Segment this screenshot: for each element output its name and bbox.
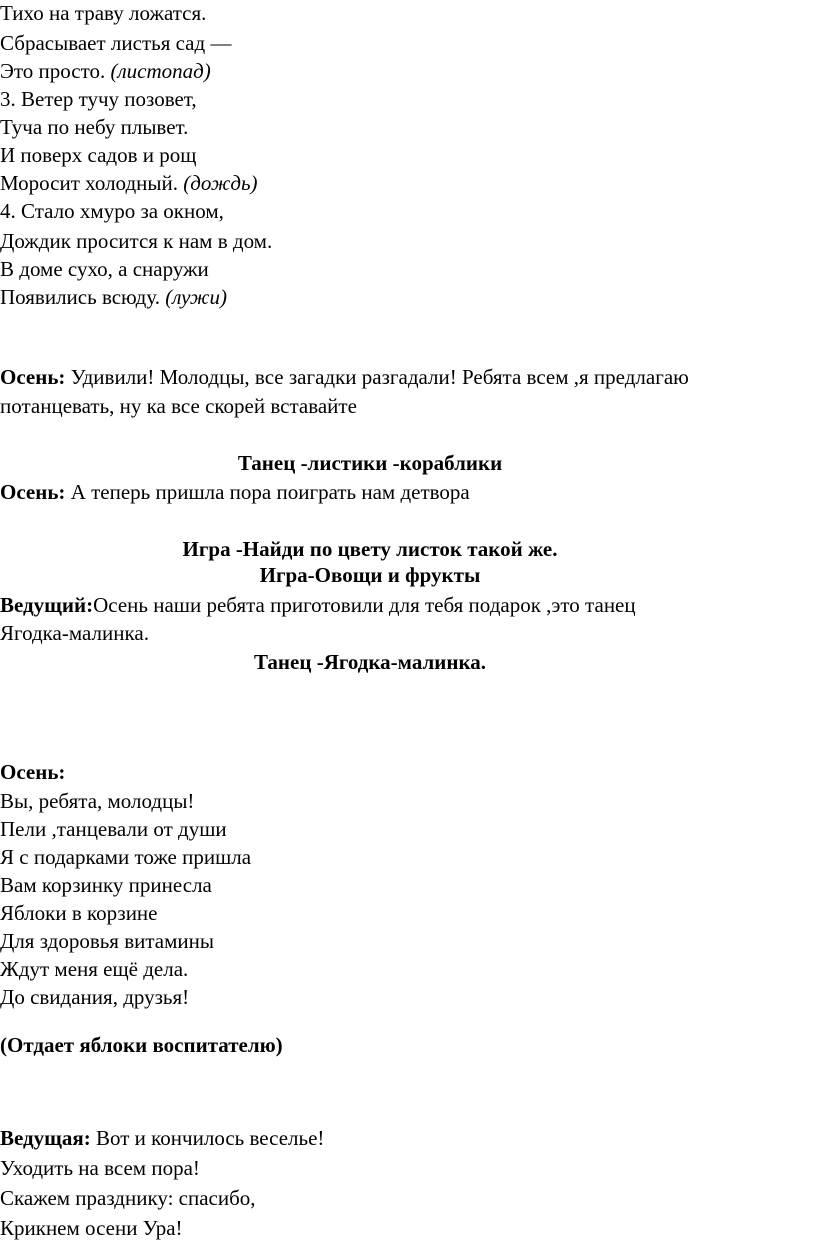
speech-text: Удивили! Молодцы, все загадки разгадали! Ребята всем ,я предлагаю	[65, 365, 689, 389]
riddle-line: Сбрасывает листья сад —	[0, 31, 232, 55]
speech-line: потанцевать, ну ка все скорей вставайте	[0, 394, 357, 418]
speech-line	[0, 364, 689, 390]
riddle-line: В доме сухо, а снаружи	[0, 257, 209, 281]
poem-line: Пели ,танцевали от души	[0, 817, 227, 841]
riddle-line	[0, 170, 258, 196]
riddle-line: Тихо на траву ложатся.	[0, 1, 207, 25]
riddle-line: Дождик просится к нам в дом.	[0, 229, 273, 253]
poem-line: Вам корзинку принесла	[0, 873, 212, 897]
poem-line: Вы, ребята, молодцы!	[0, 789, 195, 813]
poem-line: Я с подарками тоже пришла	[0, 845, 252, 869]
speech-text: А теперь пришла пора поиграть нам детвора	[65, 480, 470, 504]
riddle-line: 4. Стало хмуро за окном,	[0, 199, 224, 223]
speech-line	[0, 1125, 324, 1151]
poem-line: Крикнем осени Ура!	[0, 1216, 183, 1240]
speaker-label: Ведущий:	[0, 593, 94, 617]
poem-line: Ждут меня ещё дела.	[0, 957, 189, 981]
stage-direction: (Отдает яблоки воспитателю)	[0, 1033, 283, 1057]
section-heading: Танец -Ягодка-малинка.	[253, 650, 487, 674]
riddle-line	[0, 284, 227, 310]
poem-line: До свидания, друзья!	[0, 985, 190, 1009]
riddle-answer: (дождь)	[183, 171, 258, 195]
speaker-label: Осень:	[0, 480, 66, 504]
speaker-label: Ведущая:	[0, 1126, 91, 1150]
speaker-label: Осень:	[0, 760, 66, 784]
section-heading: Игра -Найди по цвету листок такой же.	[182, 537, 558, 561]
riddle-line: 3. Ветер тучу позовет,	[0, 87, 197, 111]
riddle-answer: (лужи)	[165, 285, 227, 309]
section-heading: Танец -листики -кораблики	[237, 451, 503, 475]
speech-text: Осень наши ребята приготовили для тебя подарок ,это танец	[93, 593, 636, 617]
poem-line: Уходить на всем пора!	[0, 1156, 200, 1180]
riddle-text: Появились всюду.	[0, 285, 166, 309]
speech-line: Ягодка-малинка.	[0, 621, 149, 645]
speech-line	[0, 592, 636, 618]
speaker-label: Осень:	[0, 365, 66, 389]
riddle-answer: (листопад)	[110, 59, 211, 83]
poem-line: Яблоки в корзине	[0, 901, 158, 925]
speech-line	[0, 479, 470, 505]
riddle-line	[0, 58, 211, 84]
speech-text: Вот и кончилось веселье!	[90, 1126, 325, 1150]
riddle-line: И поверх садов и рощ	[0, 143, 197, 167]
section-heading: Игра-Овощи и фрукты	[259, 563, 481, 587]
poem-line: Скажем празднику: спасибо,	[0, 1186, 256, 1210]
riddle-text: Моросит холодный.	[0, 171, 184, 195]
poem-line: Для здоровья витамины	[0, 929, 214, 953]
riddle-text: Это просто.	[0, 59, 111, 83]
riddle-line: Туча по небу плывет.	[0, 115, 189, 139]
